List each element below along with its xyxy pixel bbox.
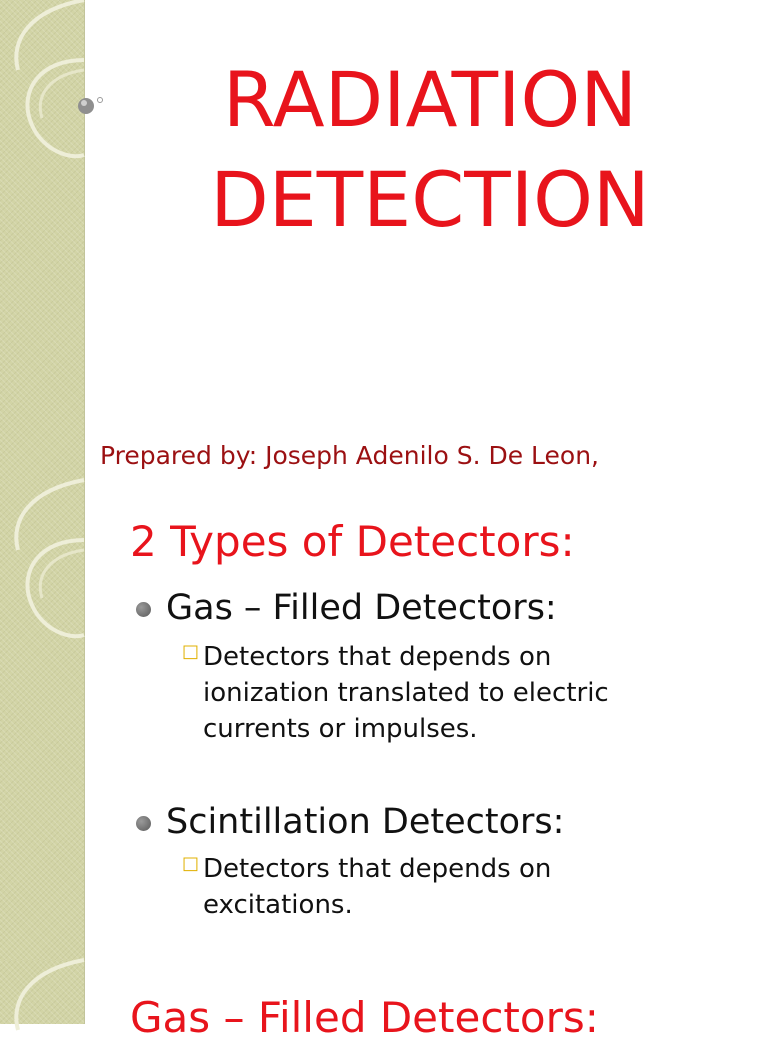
circle-bullet-icon [136, 602, 151, 617]
title-line-1: RADIATION [222, 55, 638, 144]
square-bullet-icon: □ [182, 853, 200, 874]
sub-bullet-line: Detectors that depends on [203, 854, 552, 884]
slide-title-text [130, 50, 730, 250]
swirl-decoration-icon [0, 480, 84, 960]
circle-bullet-icon [136, 816, 151, 831]
title-line-2: DETECTION [210, 155, 650, 244]
bullet-label: Scintillation Detectors: [166, 802, 565, 842]
swirl-decoration-icon [0, 960, 84, 1024]
slide-title [0, 0, 768, 480]
sub-bullet-line: ionization translated to electric [203, 678, 609, 708]
prepared-by-text: Prepared by: Joseph Adenilo S. De Leon, [100, 441, 599, 470]
slide-side-band [0, 960, 85, 1024]
swirl-decoration-icon [0, 0, 84, 480]
sub-bullet-line: currents or impulses. [203, 714, 478, 744]
pin-icon [76, 96, 106, 118]
sub-bullet-line: Detectors that depends on [203, 642, 552, 672]
slide-gas-filled-detectors [0, 960, 768, 1042]
slide-side-band [0, 0, 85, 480]
slide-side-band [0, 480, 85, 960]
sub-bullet-text [203, 851, 683, 923]
slide-heading: 2 Types of Detectors: [130, 517, 575, 566]
sub-bullet-line: excitations. [203, 890, 353, 920]
sub-bullet-text [203, 639, 683, 747]
slide-heading: Gas – Filled Detectors: [130, 993, 599, 1042]
slide-types-of-detectors [0, 480, 768, 960]
bullet-label: Gas – Filled Detectors: [166, 588, 557, 628]
square-bullet-icon: □ [182, 641, 200, 662]
